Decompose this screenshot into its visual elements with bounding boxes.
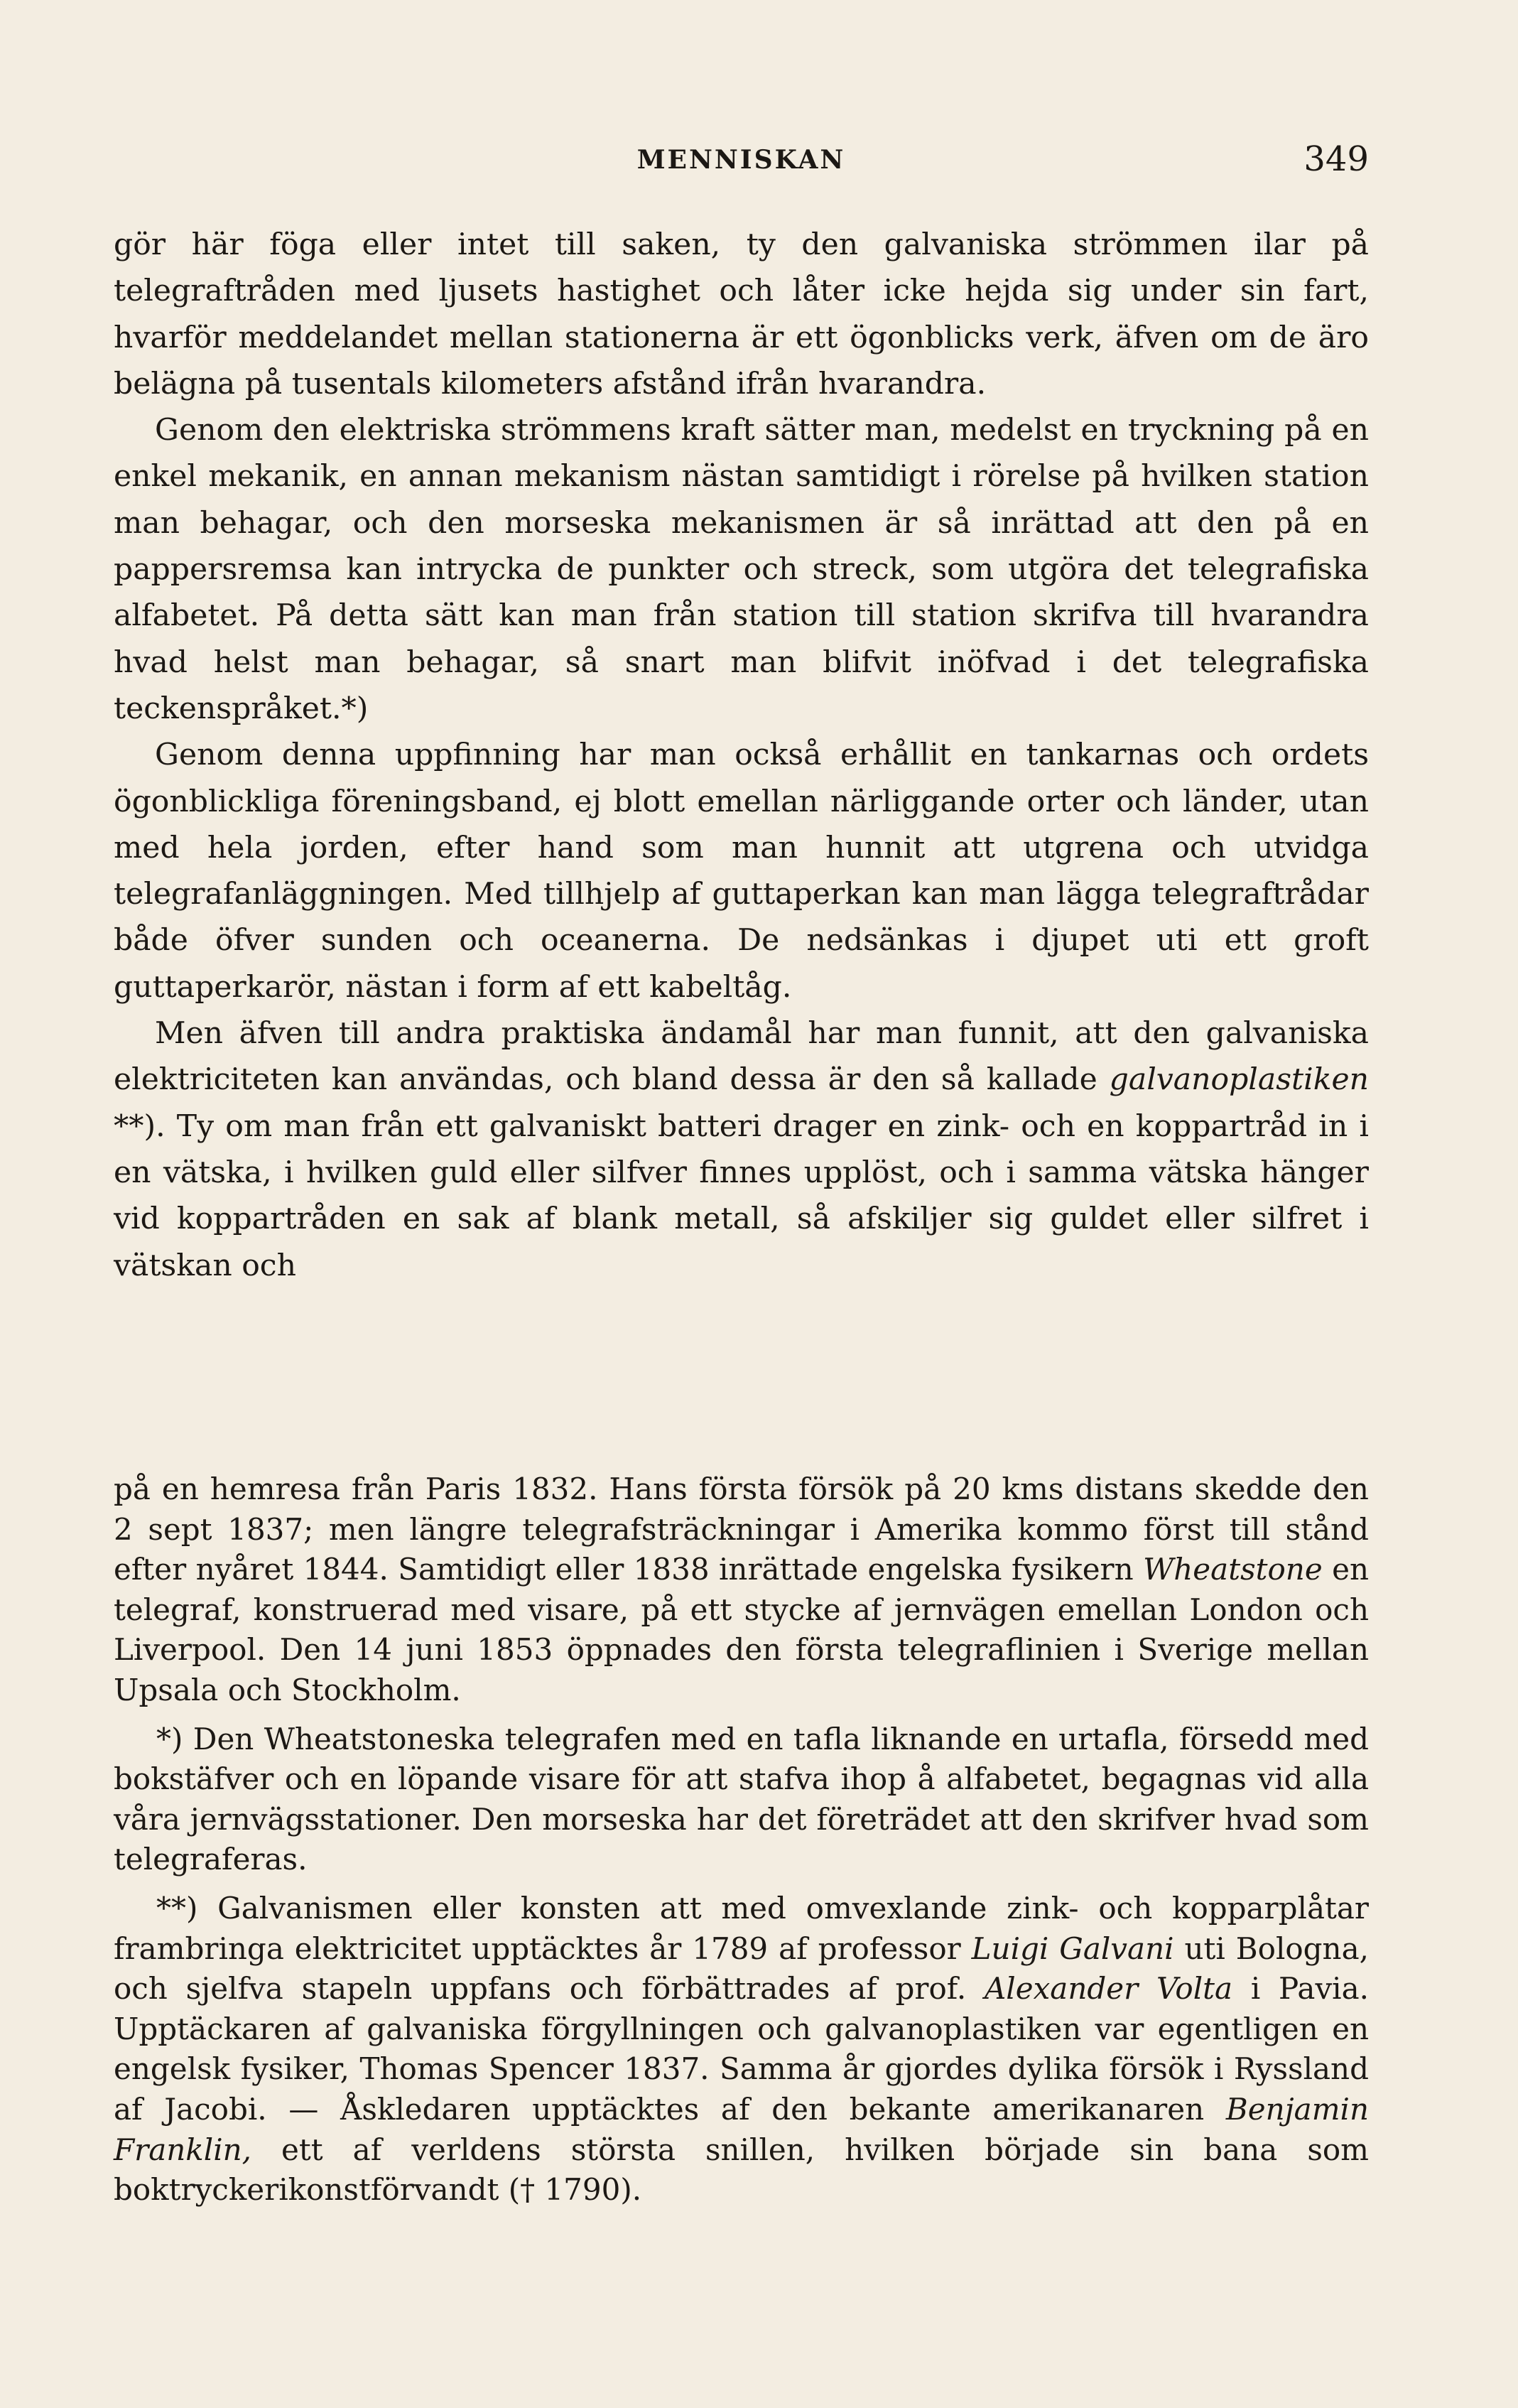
- paragraph-3: Genom denna uppfinning har man också erhållit en tankarnas och ordets ögonblickliga föreningsband, ej blott emellan närliggande orter och länder, utan med hela jorden, efter hand som man hunnit att utgrena och utvidga telegrafanläggningen. Med tillhjelp af guttaperkan kan man lägga telegraftrådar både öfver sunden och oceanerna. De nedsänkas i djupet uti ett groft guttaperkarör, nästan i form af ett kabeltåg.: [114, 738, 1369, 1005]
- footnote-double-star-text-c: i Pavia. Upptäckaren af galvaniska förgyllningen och galvanoplastiken var egentligen en engelsk fysiker, Thomas Spencer 1837. Samma år gjordes dylika försök i Ryssland af Jacobi. — Åskledaren upptäcktes af den bekante amerikanaren: [114, 1971, 1369, 2127]
- page-header: [114, 139, 1369, 182]
- paragraph-1: gör här föga eller intet till saken, ty den galvaniska strömmen ilar på telegraftråden med ljusets hastighet och låter icke hejda sig under sin fart, hvarför meddelandet mellan stationerna är ett ögonblicks verk, äfven om de äro belägna på tusentals kilometers afstånd ifrån hvarandra.: [114, 227, 1369, 401]
- footnote-name-galvani: Luigi Galvani: [971, 1931, 1174, 1966]
- paragraph-4: [114, 1010, 1369, 1289]
- paragraph-4-italic-term: galvanoplastiken: [1109, 1062, 1369, 1098]
- footnote-continuation-italic-name: Wheatstone: [1143, 1552, 1323, 1587]
- page-number: 349: [1303, 139, 1369, 179]
- footnote-continuation-text-b: en telegraf, konstruerad med visare, på ett stycke af jernvägen emellan London och Liverpool. Den 14 juni 1853 öppnades den första telegraflinien i Sverige mellan Upsala och Stockholm.: [114, 1552, 1369, 1707]
- footnote-double-star-text-a: **) Galvanismen eller konsten att med omvexlande zink- och kopparplåtar frambringa elektricitet upptäcktes år 1789 af professor: [114, 1890, 1369, 1966]
- running-title: MENNISKAN: [636, 145, 846, 175]
- paragraph-4-text-a: Men äfven till andra praktiska ändamål har man funnit, att den galvaniska elektriciteten kan användas, och bland dessa är den så kallade: [114, 1016, 1369, 1098]
- footnotes: [114, 1469, 1369, 2219]
- footnote-continuation-text-a: på en hemresa från Paris 1832. Hans första försök på 20 kms distans skedde den 2 sept 1837; men längre telegrafsträckningar i Amerika kommo först till stånd efter nyåret 1844. Samtidigt eller 1838 inrättade engelska fysikern: [114, 1472, 1369, 1587]
- footnote-double-star-text-b: uti Bologna, och sjelfva stapeln uppfans och förbättrades af prof.: [114, 1931, 1369, 2007]
- main-text: [114, 222, 1369, 1289]
- footnote-single-star: *) Den Wheatstoneska telegrafen med en tafla liknande en urtafla, försedd med bokstäfver och en löpande visare för att stafva ihop å alfabetet, begagnas vid alla våra jernvägsstationer. Den morseska har det företrädet att den skrifver hvad som telegraferas.: [114, 1721, 1369, 1877]
- footnote-continuation: [114, 1469, 1369, 1711]
- footnote-name-franklin: Benjamin Franklin,: [114, 2091, 1369, 2167]
- paragraph-2: Genom den elektriska strömmens kraft sätter man, medelst en tryckning på en enkel mekanik, en annan mekanism nästan samtidigt i rörelse på hvilken station man behagar, och den morseska mekanismen är så inrättad att den på en pappersremsa kan intrycka de punkter och streck, som utgöra det telegrafiska alfabetet. På detta sätt kan man från station till station skrifva till hvarandra hvad helst man behagar, så snart man blifvit inöfvad i det telegrafiska teckenspråket.*): [114, 413, 1369, 726]
- paragraph-4-text-b: **). Ty om man från ett galvaniskt batteri drager en zink- och en koppartråd in i en vätska, i hvilken guld eller silfver finnes upplöst, och i samma vätska hänger vid koppartråden en sak af blank metall, så afskiljer sig guldet eller silfret i vätskan och: [114, 1108, 1369, 1283]
- footnote-double-star: [114, 1889, 1369, 2210]
- footnote-name-volta: Alexander Volta: [984, 1971, 1233, 2007]
- footnote-double-star-text-d: ett af verldens största snillen, hvilken började sin bana som boktryckerikonstförvandt († 1790).: [114, 2132, 1369, 2208]
